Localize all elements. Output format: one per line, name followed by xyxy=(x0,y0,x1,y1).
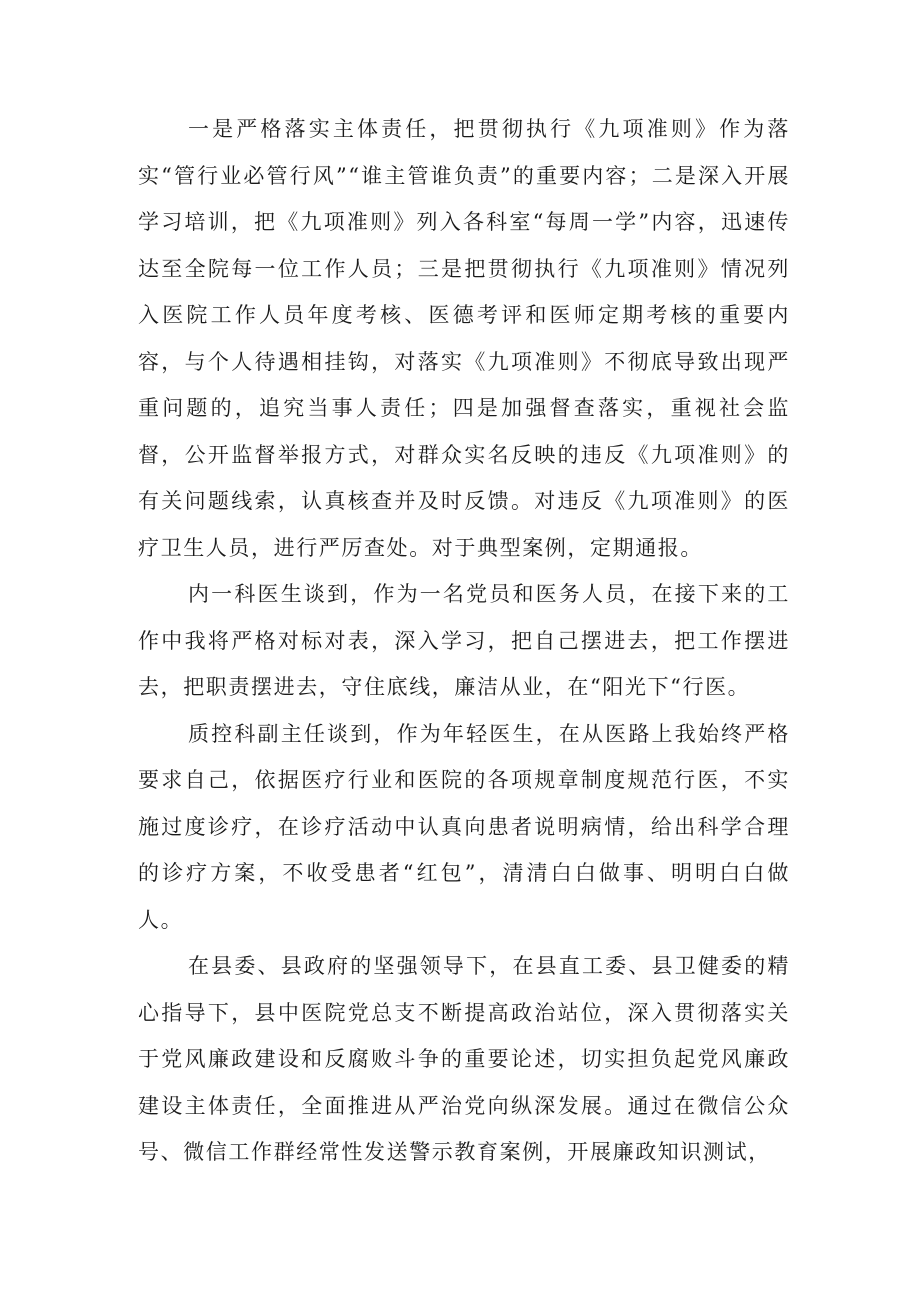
paragraph-party-leadership: 在县委、县政府的坚强领导下，在县直工委、县卫健委的精心指导下，县中医院党总支不断提高政治站位，深入贯彻落实关于党风廉政建设和反腐败斗争的重要论述，切实担负起党风廉政建设主体责任，全面推进从严治党向纵深发展。通过在微信公众号、微信工作群经常性发送警示教育案例，开展廉政知识测试， xyxy=(138,954,790,1164)
document-body xyxy=(138,106,790,1176)
paragraph-responsibility-measures: 一是严格落实主体责任，把贯彻执行《九项准则》作为落实“管行业必管行风”“谁主管谁负责”的重要内容；二是深入开展学习培训，把《九项准则》列入各科室“每周一学”内容，迅速传达至全院每一位工作人员；三是把贯彻执行《九项准则》情况列入医院工作人员年度考核、医德考评和医师定期考核的重要内容，与个人待遇相挂钩，对落实《九项准则》不彻底导致出现严重问题的，追究当事人责任；四是加强督查落实，重视社会监督，公开监督举报方式，对群众实名反映的违反《九项准则》的有关问题线索，认真核查并及时反馈。对违反《九项准则》的医疗卫生人员，进行严厉查处。对于典型案例，定期通报。 xyxy=(138,117,790,560)
paragraph-internal-medicine-doctor: 内一科医生谈到，作为一名党员和医务人员，在接下来的工作中我将严格对标对表，深入学习，把自己摆进去，把工作摆进去，把职责摆进去，守住底线，廉洁从业，在“阳光下“行医。 xyxy=(138,582,790,699)
paragraph-quality-control-deputy: 质控科副主任谈到，作为年轻医生，在从医路上我始终严格要求自己，依据医疗行业和医院的各项规章制度规范行医，不实施过度诊疗，在诊疗活动中认真向患者说明病情，给出科学合理的诊疗方案，不收受患者“红包”，清清白白做事、明明白白做人。 xyxy=(138,721,790,932)
